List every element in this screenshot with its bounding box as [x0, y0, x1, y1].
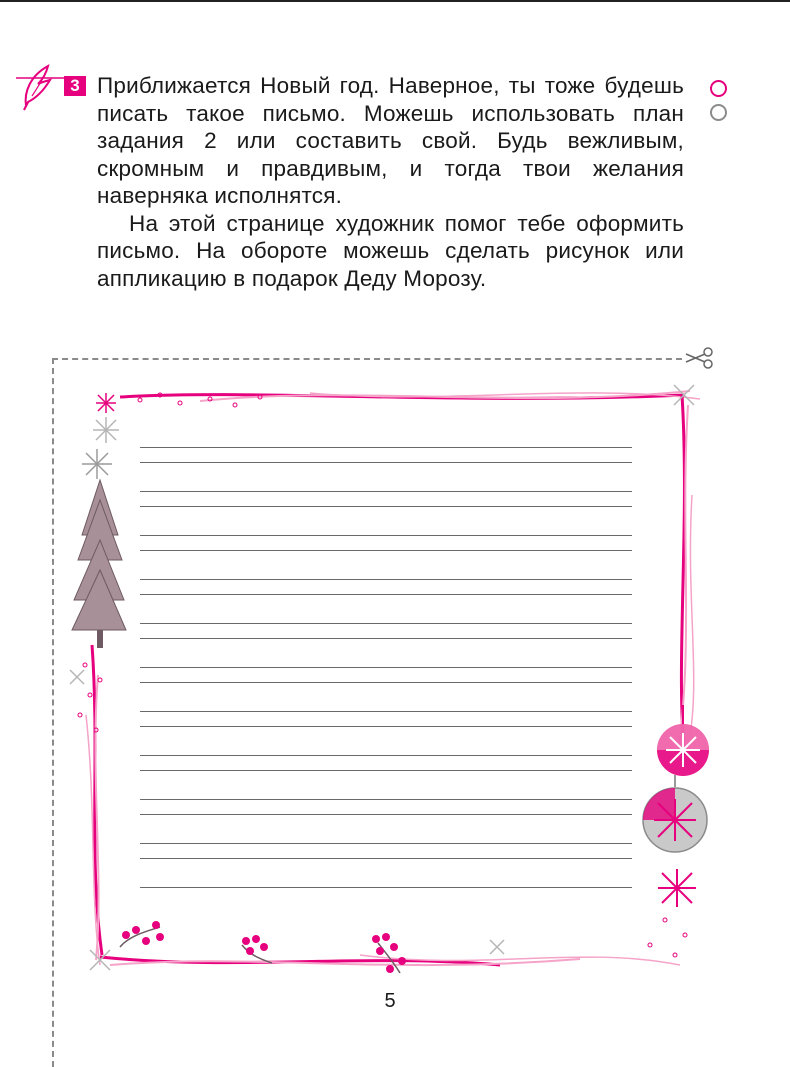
cut-line-horizontal [52, 358, 682, 360]
writing-line[interactable] [140, 550, 632, 551]
writing-line[interactable] [140, 667, 632, 668]
ribbon-left [86, 645, 102, 965]
writing-line[interactable] [140, 843, 632, 844]
marker-grey-circle-icon[interactable] [710, 104, 727, 121]
task-number: 3 [64, 76, 86, 96]
writing-line[interactable] [140, 623, 632, 624]
ornament-ball-icon [657, 705, 709, 776]
writing-line[interactable] [140, 594, 632, 595]
ribbon-bottom [100, 955, 680, 965]
page-number: 5 [384, 990, 396, 1012]
top-rule [0, 0, 790, 2]
ribbon-right [678, 395, 694, 755]
writing-line[interactable] [140, 682, 632, 683]
writing-line[interactable] [140, 535, 632, 536]
snowflake-icon [82, 449, 112, 479]
writing-line[interactable] [140, 814, 632, 815]
task-paragraph-2: На этой странице художник помог тебе оформить письмо. На обороте можешь сделать рисунок или аппликацию в подарок Деду Морозу. [97, 210, 684, 291]
snowflake-icon [658, 869, 696, 907]
writing-line[interactable] [140, 462, 632, 463]
berry-branch-icon [242, 935, 272, 963]
writing-line[interactable] [140, 491, 632, 492]
berry-branch-icon [372, 933, 406, 973]
writing-line[interactable] [140, 506, 632, 507]
snowflake-icon [96, 393, 116, 413]
writing-line[interactable] [140, 447, 632, 448]
writing-line[interactable] [140, 579, 632, 580]
marker-pink-circle-icon[interactable] [710, 80, 727, 97]
writing-area[interactable] [140, 447, 632, 902]
ornament-ball-icon [643, 775, 707, 852]
christmas-tree-icon [72, 480, 126, 648]
berry-branch-icon [120, 921, 164, 947]
writing-line[interactable] [140, 726, 632, 727]
writing-line[interactable] [140, 799, 632, 800]
task-paragraph-1: Приближается Новый год. Наверное, ты тоже будешь писать такое письмо. Можешь использовать план задания 2 или составить свой. Будь вежливым, скромным и правдивым, и тогда твои желания наверняка исполнятся. [97, 73, 684, 208]
writing-line[interactable] [140, 638, 632, 639]
snowflake-icon [93, 417, 119, 443]
writing-line[interactable] [140, 770, 632, 771]
cut-line-vertical [52, 358, 54, 1067]
scissors-icon [684, 346, 714, 370]
writing-line[interactable] [140, 858, 632, 859]
writing-line[interactable] [140, 711, 632, 712]
writing-line[interactable] [140, 887, 632, 888]
quill-pen-icon [16, 62, 64, 112]
ribbon-top [120, 391, 700, 401]
task-text [97, 72, 684, 292]
writing-line[interactable] [140, 755, 632, 756]
